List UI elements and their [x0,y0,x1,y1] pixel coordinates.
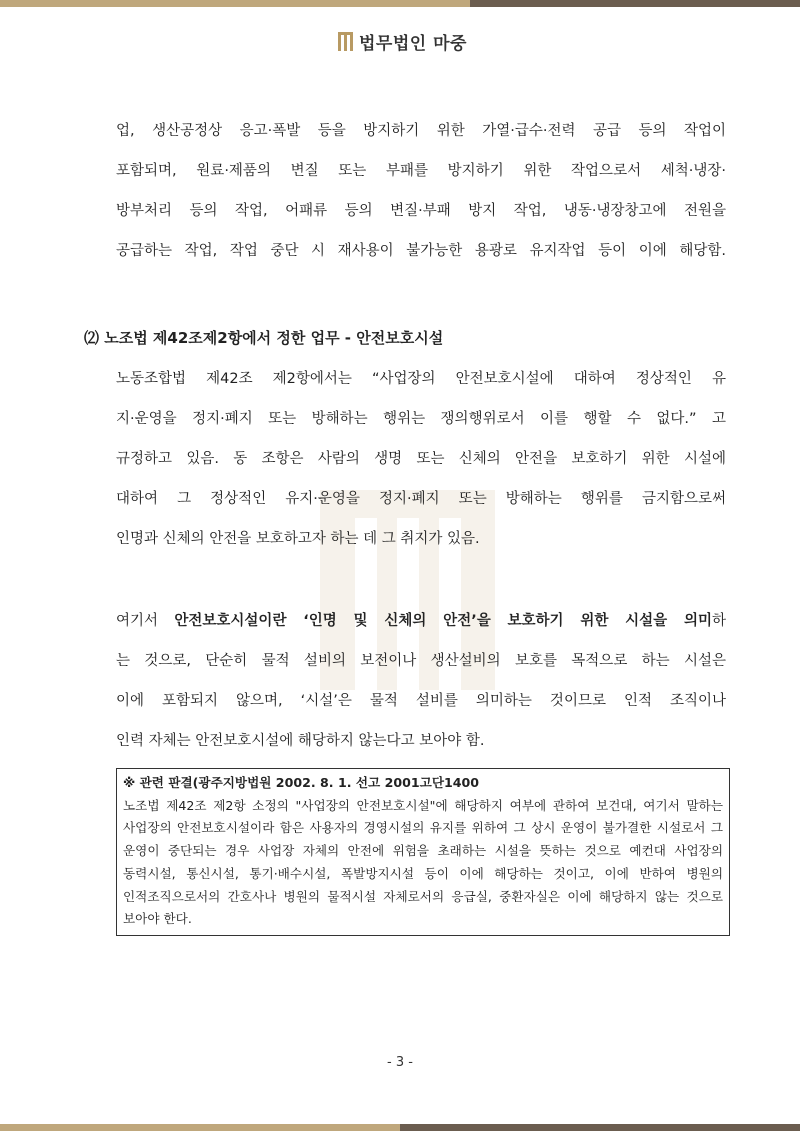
firm-logo-icon [338,32,353,51]
firm-logo [338,29,467,54]
paragraph3-line-3: 이에 포함되지 않으며, ‘시설’은 물적 설비를 의미하는 것이므로 인적 조직이나 [116,693,726,709]
paragraph3-emphasis-text: 안전보호시설이란 ‘인명 및 신체의 안전’을 보호하기 위한 시설을 의미 [174,613,712,629]
section-heading: ⑵ 노조법 제42조제2항에서 정한 업무 - 안전보호시설 [84,329,444,347]
section2-line-2: 지·운영을 정지·폐지 또는 방해하는 행위는 쟁의행위로서 이를 행할 수 없다.” 고 [116,411,726,427]
top-bar-gold-segment [0,0,470,7]
case-box-text: 노조법 제42조 제2항 소정의 "사업장의 안전보호시설"에 해당하지 여부에 관하여 보건대, 여기서 말하는 사업장의 안전보호시설이라 함은 사용자의 경영시설의 유지를 위하여 그 상시 운영이 불가결한 시설로서 그 운영이 중단되는 경우 사업장 자체의 안전에 위험을 초래하는 시설을 뜻하는 것으로 예컨대 사업장의 동력시설, 통신시설, 통기·배수시설, 폭발방지시설 등이 이에 해당하는 것이고, 이에 반하여 병원의 인적조직으로서의 간호사나 병원의 물적시설 자체로서의 응급실, 중환자실은 이에 해당하지 않는 것으로 보아야 한다. [123,797,723,927]
section2-line-1: 노동조합법 제42조 제2항에서는 “사업장의 안전보호시설에 대하여 정상적인 유 [116,371,726,387]
top-bar-brown-segment [470,0,800,7]
firm-name: 법무법인 마중 [359,34,467,54]
section2-line-4: 대하여 그 정상적인 유지·운영을 정지·폐지 또는 방해하는 행위를 금지함으로써 [116,491,726,507]
section2-line-3: 규정하고 있음. 동 조항은 사람의 생명 또는 신체의 안전을 보호하기 위한 시설에 [116,451,726,467]
paragraph1-line-1: 업, 생산공정상 응고·폭발 등을 방지하기 위한 가열·급수·전력 공급 등의 작업이 [116,123,726,139]
bottom-bar-gold-segment [0,1124,400,1131]
paragraph1-line-2: 포함되며, 원료·제품의 변질 또는 부패를 방지하기 위한 작업으로서 세척·냉장· [116,163,726,179]
page-number: - 3 - [387,1055,413,1070]
case-box-title: ※ 관련 판결(광주지방법원 2002. 8. 1. 선고 2001고단1400 [123,775,480,790]
section2-line-5: 인명과 신체의 안전을 보호하고자 하는 데 그 취지가 있음. [116,531,480,547]
related-case-box [116,768,730,936]
paragraph3-line-1 [116,601,726,641]
paragraph3-line-2: 는 것으로, 단순히 물적 설비의 보전이나 생산설비의 보호를 목적으로 하는 시설은 [116,653,726,669]
bottom-bar-brown-segment [400,1124,800,1131]
paragraph3-lead-text: 여기서 [116,613,175,629]
top-accent-bar [0,0,800,7]
paragraph3-line-4: 인력 자체는 안전보호시설에 해당하지 않는다고 보아야 함. [116,733,485,749]
paragraph3-trailing-text: 하 [711,613,726,629]
bottom-accent-bar [0,1124,800,1131]
paragraph1-line-3: 방부처리 등의 작업, 어패류 등의 변질·부패 방지 작업, 냉동·냉장창고에 전원을 [116,203,726,219]
paragraph1-line-4: 공급하는 작업, 작업 중단 시 재사용이 불가능한 용광로 유지작업 등이 이에 해당함. [116,243,726,259]
